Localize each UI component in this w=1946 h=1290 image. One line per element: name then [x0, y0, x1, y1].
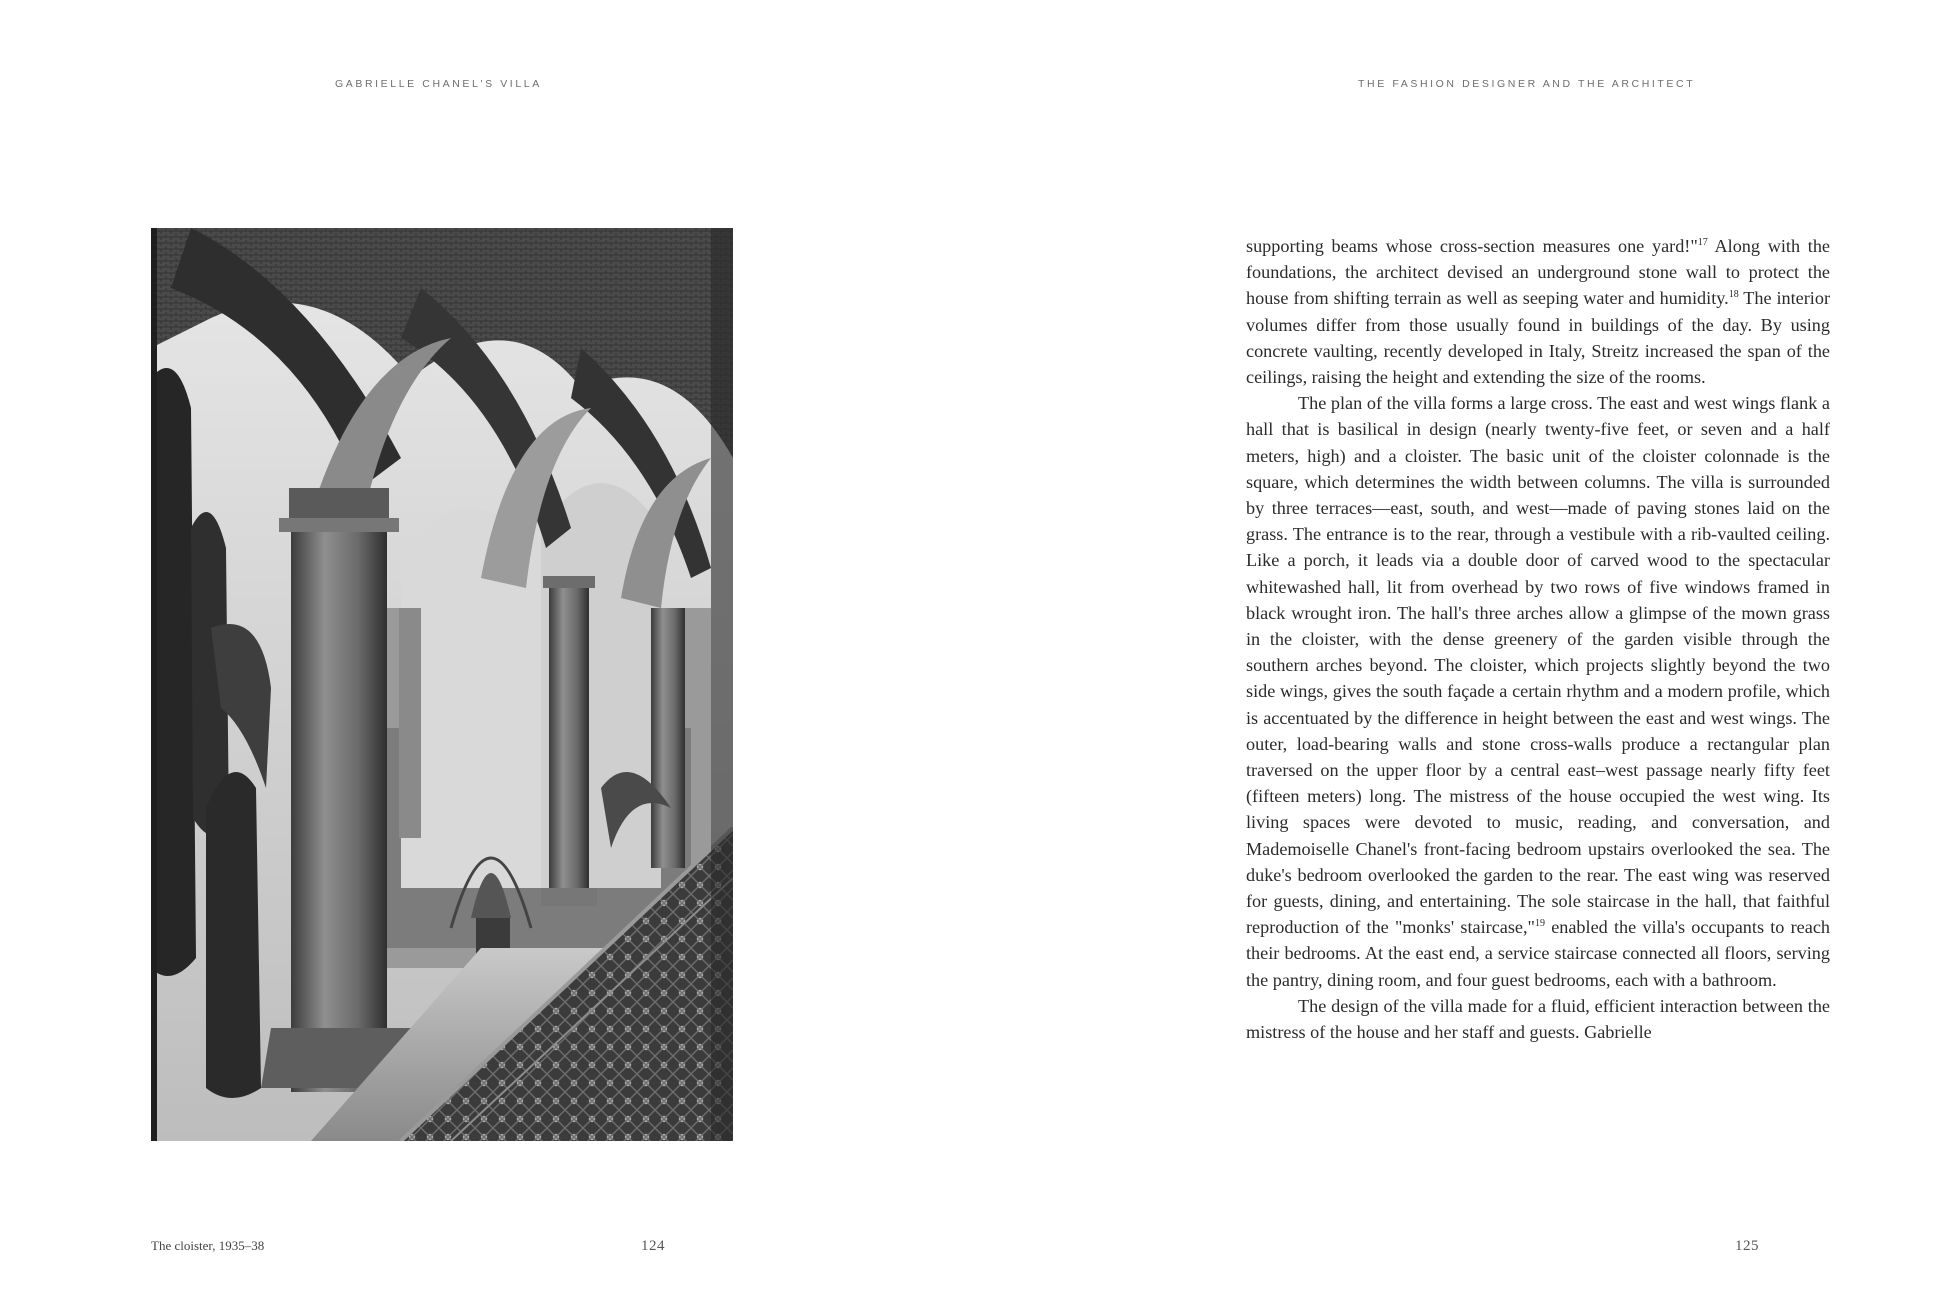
paragraph-1: supporting beams whose cross-section measures one yard!"$^{17}$ Along with the foundations, the architect devised an underground stone wall to protect the house from shifting terrain as well as seeping water and humidity.$^{18}$ The interior volumes differ from those usually found in buildings of the day. By using concrete vaulting, recently developed in Italy, Streitz increased the span of the ceilings, raising the height and extending the size of the rooms.	[1246, 236, 1831, 388]
photo-caption: The cloister, 1935–38	[151, 1238, 265, 1253]
right-running-head: THE FASHION DESIGNER AND THE ARCHITECT	[1358, 78, 1696, 90]
cloister-photograph	[151, 228, 733, 1141]
footnote-ref: 18	[1728, 289, 1739, 301]
footnote-ref: 17	[1697, 236, 1708, 248]
right-page-number: 125	[1735, 1238, 1759, 1254]
right-page	[973, 0, 1946, 1290]
cloister-photo-image	[151, 228, 733, 1141]
footnote-ref: 19	[1534, 918, 1545, 930]
left-running-head: GABRIELLE CHANEL'S VILLA	[335, 78, 542, 90]
paragraph-2: The plan of the villa forms a large cross. The east and west wings flank a hall that is basilical in design (nearly twenty-five feet, or seven and a half meters, high) and a cloister. The basic unit of the cloister colonnade is the square, which determines the width between columns. The villa is surrounded by three terraces—east, south, and west—made of paving stones laid on the grass. The entrance is to the rear, through a vestibule with a rib-vaulted ceiling. Like a porch, it leads via a double door of carved wood to the spectacular whitewashed hall, lit from overhead by two rows of five windows framed in black wrought iron. The hall's three arches allow a glimpse of the mown grass in the cloister, with the dense greenery of the garden visible through the southern arches beyond. The cloister, which projects slightly beyond the two side wings, gives the south façade a certain rhythm and a modern profile, which is accentuated by the difference in height between the east and west wings. The outer, load-bearing walls and stone cross-walls produce a rectangular plan traversed on the upper floor by a central east–west passage nearly fifty feet (fifteen meters) long. The mistress of the house occupied the west wing. Its living spaces were devoted to music, reading, and conversation, and Mademoiselle Chanel's front-facing bedroom upstairs overlooked the sea. The duke's bedroom overlooked the garden to the rear. The east wing was reserved for guests, dining, and entertaining. The sole staircase in the hall, that faithful reproduction of the "monks' staircase,"$^{19}$ enabled the villa's occupants to reach their bedrooms. At the east end, a service staircase connected all floors, serving the pantry, dining room, and four guest bedrooms, each with a bathroom.	[1246, 393, 1830, 990]
body-text	[1246, 233, 1830, 1045]
paragraph-3: The design of the villa made for a fluid, efficient interaction between the mistress of the house and her staff and guests. Gabrielle	[1246, 995, 1830, 1043]
left-page-number: 124	[641, 1238, 665, 1254]
